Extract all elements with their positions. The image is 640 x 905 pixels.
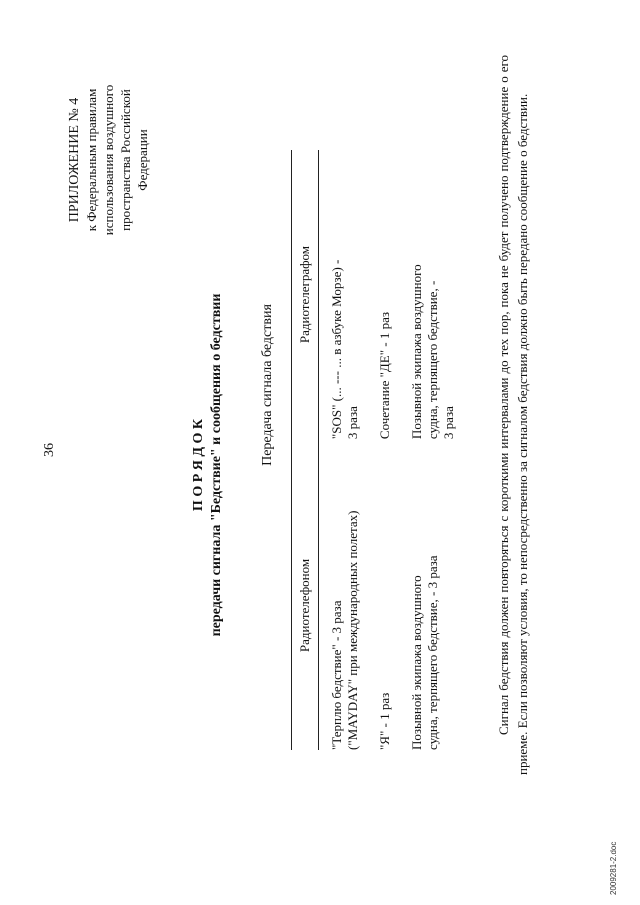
table-row [367,150,399,750]
table-header-row [296,150,319,750]
table-row [399,150,463,750]
table-cell [319,461,368,750]
cell-text: "Я" - 1 раз [377,692,392,750]
page-number: 36 [42,443,57,457]
appendix-title: ПРИЛОЖЕНИЕ № 4 [67,97,82,223]
appendix-line-1: к Федеральным правилам [84,88,99,232]
heading-title: П О Р Я Д О К [191,418,206,512]
cell-text: "SOS" (... --- ... в азбуке Морзе) - 3 раза [329,259,360,440]
appendix-line-2: использования воздушного [101,84,116,236]
section-title: Передача сигнала бедствия [260,304,275,466]
appendix-block [66,60,151,260]
document-heading [190,265,226,665]
table-cell [367,461,399,750]
table-header-cell: Радиотелефоном [296,461,319,750]
cell-text: "Терплю бедствие" - 3 раза ("MAYDAY" при международных полетах) [329,510,360,750]
table-cell [319,150,368,439]
table-header-cell: Радиотелеграфом [296,150,319,439]
cell-text: Позывной экипажа воздушного судна, терпящего бедствие, - 3 раза [409,264,456,440]
footer-filename: 2009281-2.doc [609,841,618,895]
cell-text: Сочетание "ДЕ" - 1 раз [377,311,392,440]
table-cell [367,150,399,439]
body-paragraph: Сигнал бедствия должен повторяться с короткими интервалами до тех пор, пока не будет получено подтверждение о его приеме. Если позволяют условия, то непосредственно за сигналом бедствия должно быть передано сообщение о бедствии. [496,55,530,775]
cell-text: Позывной экипажа воздушного судна, терпящего бедствие, - 3 раза [409,555,440,750]
heading-subtitle: передачи сигнала "Бедствие" и сообщения о бедствии [209,293,224,637]
table-top-rule [291,150,292,750]
signals-table [296,150,463,750]
table-row [319,150,368,750]
table-cell [399,150,463,439]
appendix-line-3: пространства Российской Федерации [118,89,150,231]
table-cell [399,461,463,750]
